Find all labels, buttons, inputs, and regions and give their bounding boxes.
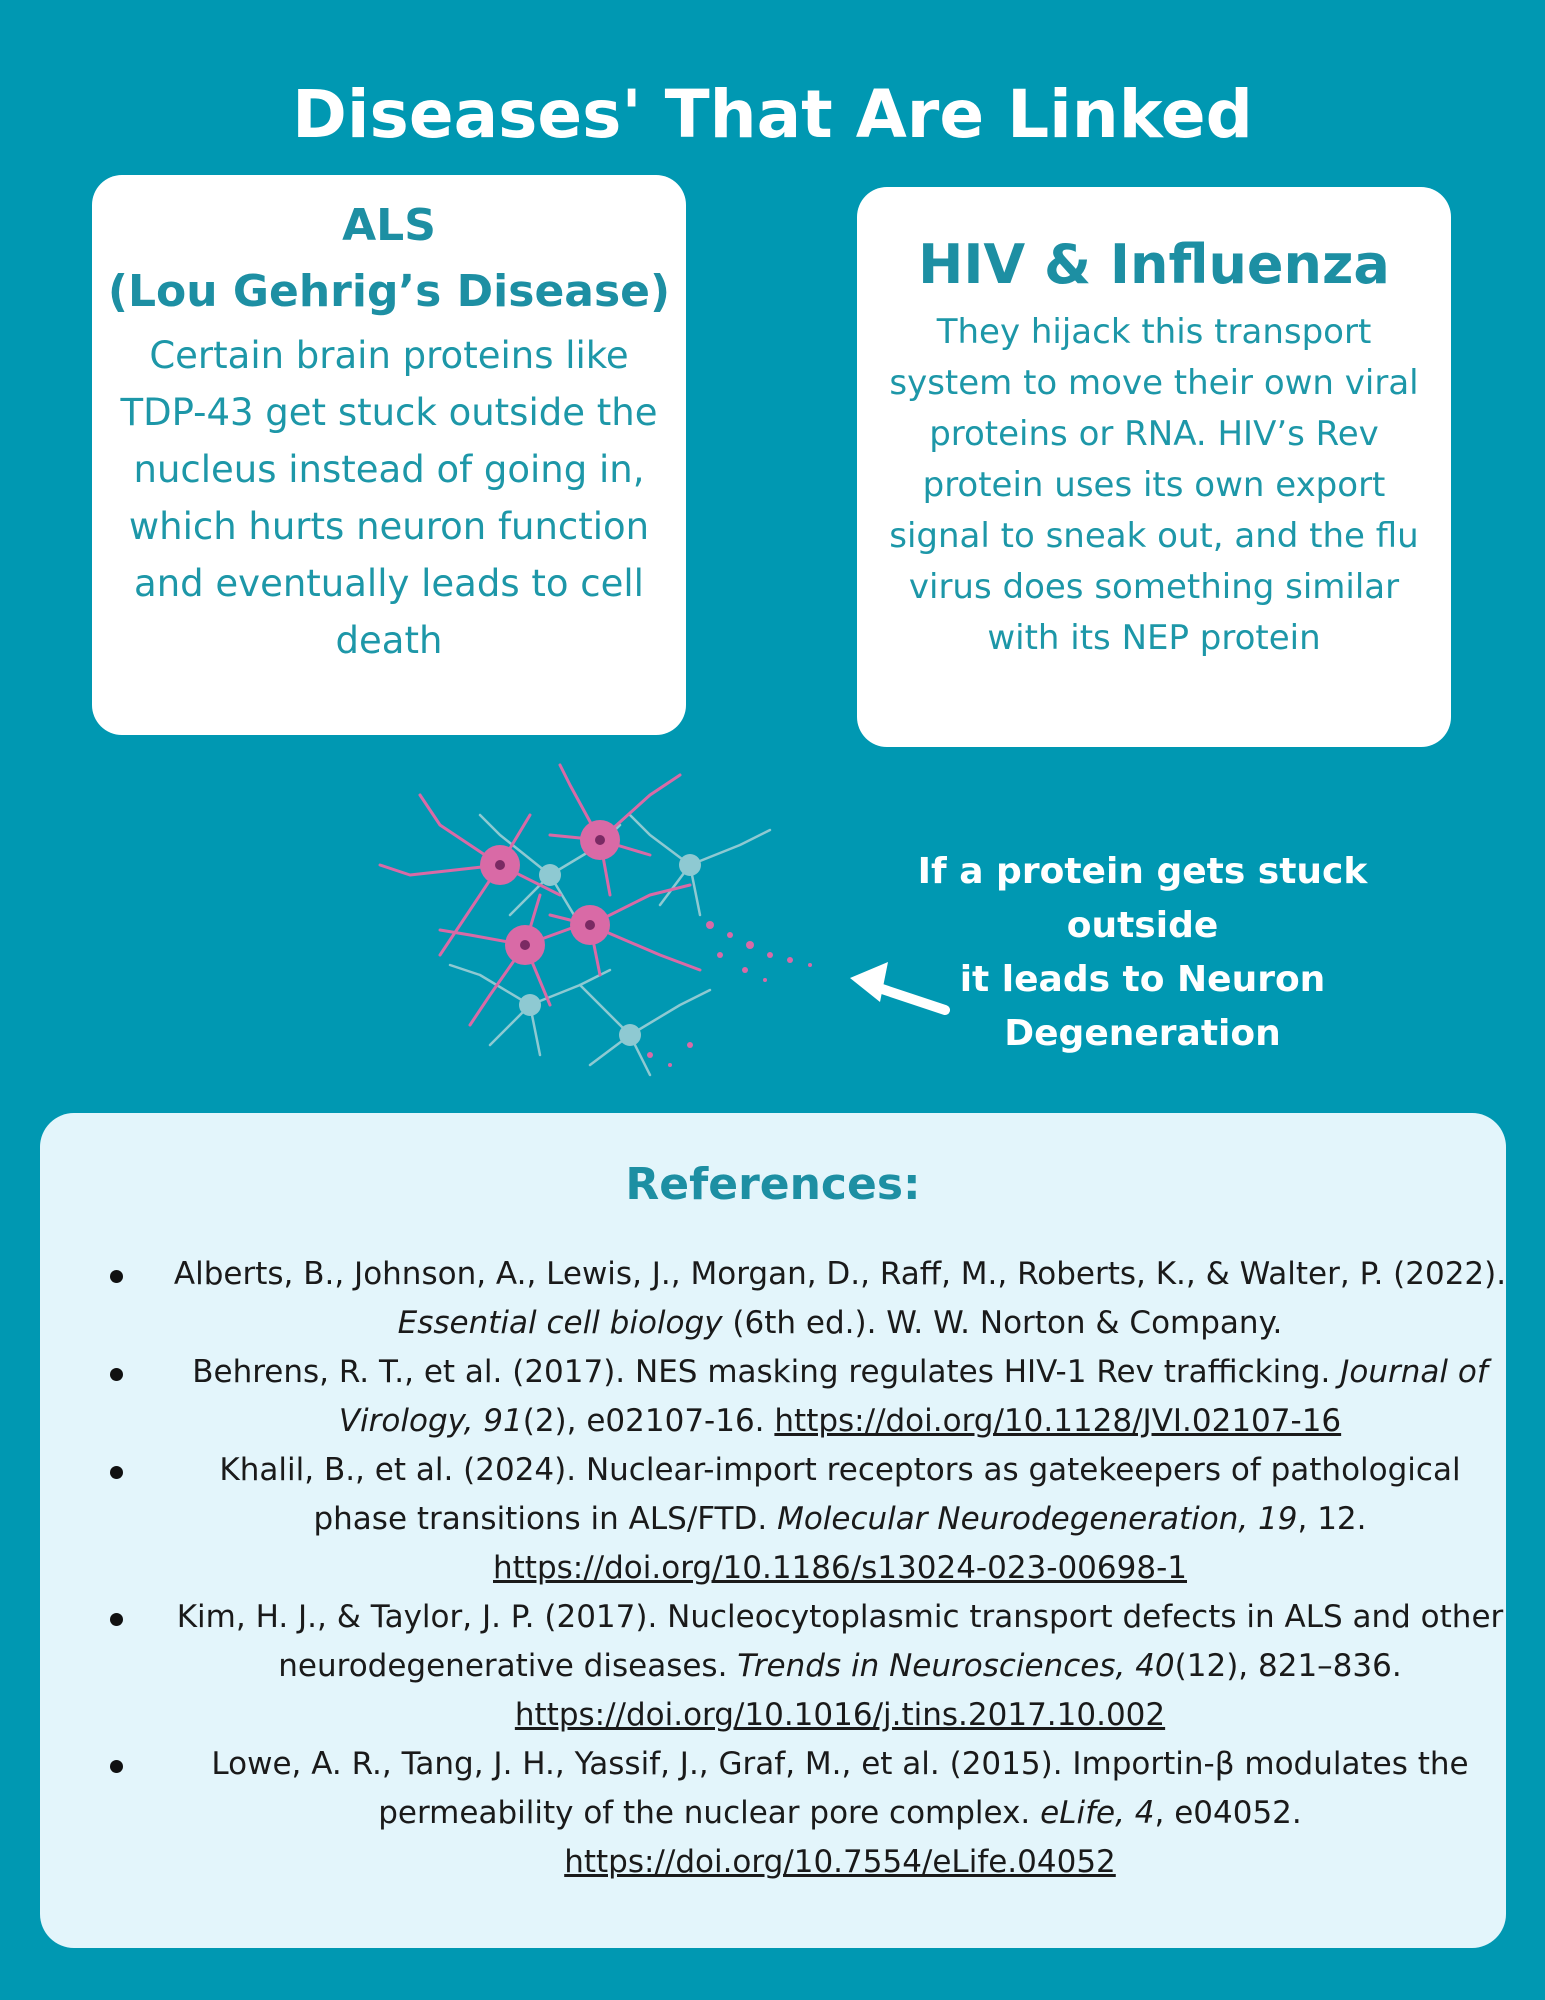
bullet-icon xyxy=(110,1760,123,1773)
reference-source: Molecular Neurodegeneration, 19 xyxy=(777,1501,1298,1537)
reference-details: , 12. xyxy=(1297,1501,1367,1537)
als-heading-line1: ALS xyxy=(342,200,436,251)
reference-item xyxy=(110,1740,1510,1887)
callout-line4: Degeneration xyxy=(1004,1013,1281,1054)
reference-source: eLife, 4 xyxy=(1040,1795,1155,1831)
als-heading xyxy=(92,193,686,325)
reference-source: Essential cell biology xyxy=(397,1305,723,1341)
references-panel xyxy=(40,1113,1506,1948)
reference-doi-link[interactable]: https://doi.org/10.7554/eLife.04052 xyxy=(564,1844,1116,1880)
reference-authors: Lowe, A. R., Tang, J. H., Yassif, J., Graf, M., et al. (2015). Importin-β modulates the permeability of the nuclear pore complex. xyxy=(211,1746,1469,1831)
callout-text xyxy=(890,845,1395,1061)
reference-authors: Behrens, R. T., et al. (2017). NES masking regulates HIV-1 Rev trafficking. xyxy=(192,1354,1341,1390)
bullet-icon xyxy=(110,1613,123,1626)
neurons-illustration xyxy=(350,755,850,1095)
als-body: Certain brain proteins like TDP-43 get stuck outside the nucleus instead of going in, which hurts neuron function and eventually leads to cell death xyxy=(120,334,658,662)
reference-authors: Khalil, B., et al. (2024). Nuclear-import receptors as gatekeepers of pathological phase transitions in ALS/FTD. xyxy=(219,1452,1461,1537)
reference-text xyxy=(170,1348,1510,1446)
als-card xyxy=(92,175,686,735)
reference-text xyxy=(170,1740,1510,1887)
als-heading-line2: (Lou Gehrig’s Disease) xyxy=(107,266,671,317)
references-list xyxy=(110,1250,1510,1887)
page-title: Diseases' That Are Linked xyxy=(292,76,1253,153)
reference-details: (2), e02107-16. xyxy=(522,1403,775,1439)
reference-text xyxy=(170,1446,1510,1593)
reference-details: (12), 821–836. xyxy=(1174,1648,1402,1684)
references-heading: References: xyxy=(625,1159,921,1210)
reference-authors: Alberts, B., Johnson, A., Lewis, J., Morgan, D., Raff, M., Roberts, K., & Walter, P. (2022). xyxy=(173,1256,1507,1292)
bullet-icon xyxy=(110,1270,123,1283)
callout-line2: outside xyxy=(1066,905,1219,946)
hiv-body: They hijack this transport system to move their own viral proteins or RNA. HIV’s Rev protein uses its own export signal to sneak out, and the flu virus does something similar with its NEP protein xyxy=(889,312,1419,658)
reference-text xyxy=(170,1250,1510,1348)
reference-doi-link[interactable]: https://doi.org/10.1128/JVI.02107-16 xyxy=(774,1403,1342,1439)
reference-text xyxy=(170,1593,1510,1740)
reference-authors: Kim, H. J., & Taylor, J. P. (2017). Nucleocytoplasmic transport defects in ALS and other neurodegenerative diseases. xyxy=(176,1599,1504,1684)
hiv-influenza-card xyxy=(857,187,1451,747)
bullet-icon xyxy=(110,1368,123,1381)
reference-item xyxy=(110,1250,1510,1348)
callout-line1: If a protein gets stuck xyxy=(917,851,1368,892)
hiv-heading: HIV & Influenza xyxy=(918,233,1390,296)
reference-doi-link[interactable]: https://doi.org/10.1186/s13024-023-00698-1 xyxy=(493,1550,1187,1586)
reference-item xyxy=(110,1593,1510,1740)
reference-doi-link[interactable]: https://doi.org/10.1016/j.tins.2017.10.002 xyxy=(514,1697,1166,1733)
reference-source: Trends in Neurosciences, 40 xyxy=(737,1648,1175,1684)
reference-details: , e04052. xyxy=(1154,1795,1302,1831)
callout-line3: it leads to Neuron xyxy=(959,959,1326,1000)
reference-item xyxy=(110,1446,1510,1593)
reference-details: (6th ed.). W. W. Norton & Company. xyxy=(722,1305,1283,1341)
reference-item xyxy=(110,1348,1510,1446)
reference-source: Journal of Virology, 91 xyxy=(338,1354,1488,1439)
bullet-icon xyxy=(110,1466,123,1479)
